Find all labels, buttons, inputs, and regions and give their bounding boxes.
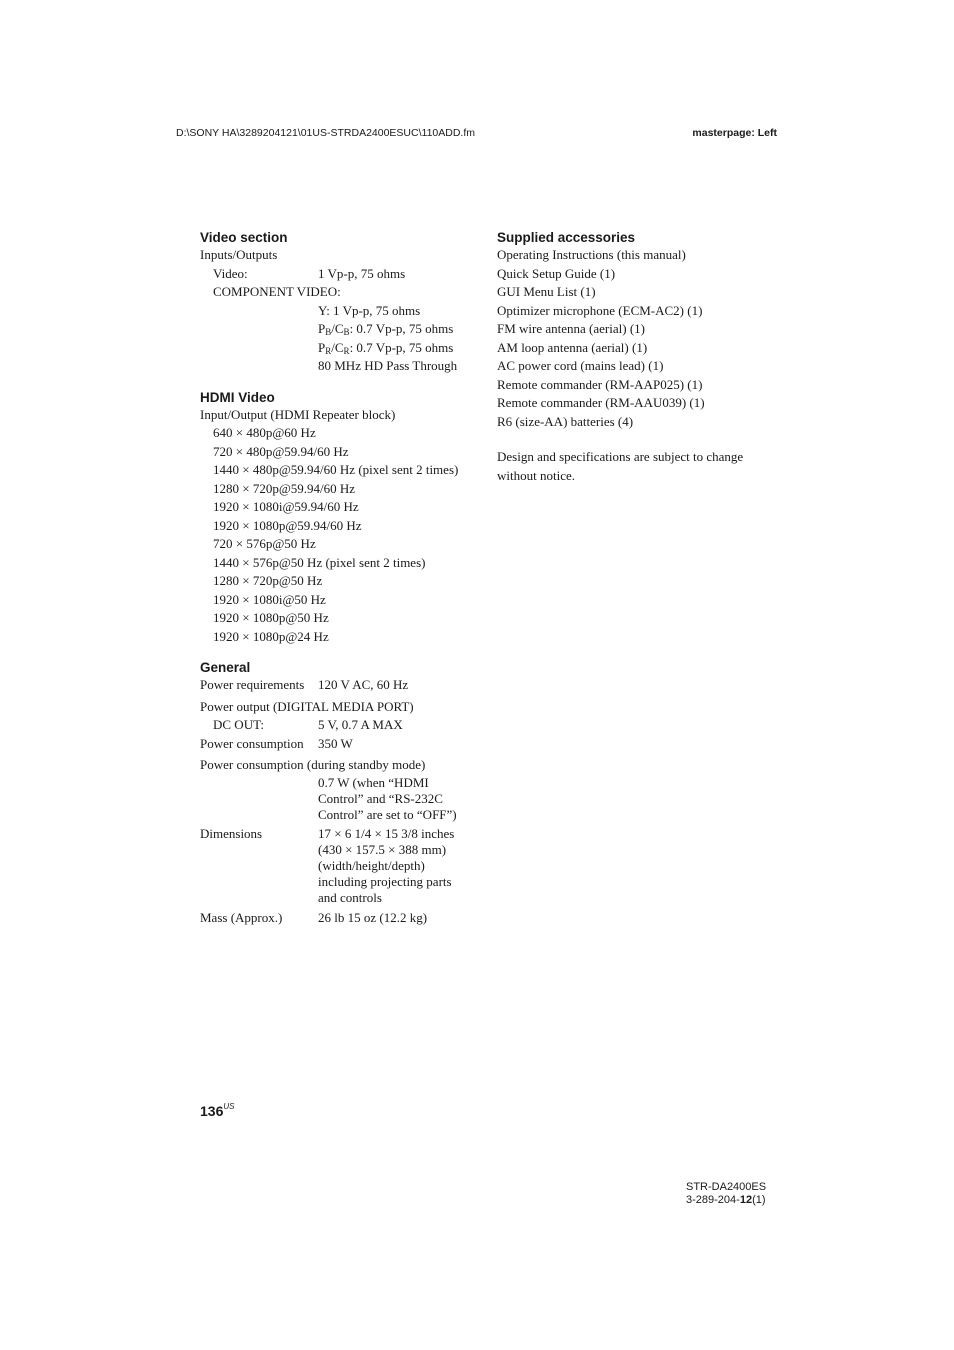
dimensions-row [200, 826, 480, 906]
component-video-label: COMPONENT VIDEO: [213, 284, 341, 299]
standby-value [200, 775, 480, 823]
mass-row [200, 909, 480, 928]
hdmi-format: 1920 × 1080p@50 Hz [213, 610, 329, 625]
model-name: STR-DA2400ES [686, 1181, 767, 1193]
dimensions-line: including projecting parts [318, 873, 452, 889]
pr-rest: : 0.7 Vp-p, 75 ohms [349, 339, 454, 355]
dimensions-line: and controls [318, 889, 382, 905]
masterpage-label: masterpage: Left [692, 127, 777, 139]
page-number [200, 1102, 234, 1119]
dimensions-line: 17 × 6 1/4 × 15 3/8 inches [318, 825, 455, 841]
hdmi-format: 720 × 480p@59.94/60 Hz [213, 443, 349, 459]
video-spec-row [200, 265, 480, 284]
pr-cr-value [200, 339, 480, 358]
dimensions-line: (430 × 157.5 × 388 mm) [318, 841, 447, 857]
mass-value: 26 lb 15 oz (12.2 kg) [318, 909, 428, 925]
hdmi-format-list [200, 424, 480, 646]
hd-pass-through: 80 MHz HD Pass Through [318, 358, 458, 373]
hdmi-format: 1440 × 480p@59.94/60 Hz (pixel sent 2 times) [213, 462, 459, 477]
part-code [686, 1194, 766, 1207]
mass-label: Mass (Approx.) [200, 909, 283, 925]
cb-sub: B [343, 327, 350, 337]
power-cons-label: Power consumption [200, 735, 304, 751]
accessory-item: R6 (size-AA) batteries (4) [497, 413, 634, 429]
pb-sub: B [325, 327, 332, 337]
part-code-revision: 12 [739, 1194, 753, 1206]
power-req-value: 120 V AC, 60 Hz [318, 677, 409, 692]
hdmi-subtitle: Input/Output (HDMI Repeater block) [200, 406, 396, 422]
accessory-item: Remote commander (RM-AAU039) (1) [497, 395, 705, 410]
part-code-prefix: 3-289-204- [686, 1194, 740, 1206]
pb-cb-value [200, 320, 480, 339]
accessory-item: Operating Instructions (this manual) [497, 247, 686, 262]
specification-note: Design and specifications are subject to change without notice. [497, 449, 744, 483]
hdmi-format: 1920 × 1080i@50 Hz [213, 591, 326, 607]
power-cons-value: 350 W [318, 735, 353, 751]
accessory-item: Quick Setup Guide (1) [497, 265, 616, 281]
inputs-outputs-label: Inputs/Outputs [200, 247, 278, 262]
cr-sub: R [343, 345, 350, 356]
dc-out-value: 5 V, 0.7 A MAX [318, 717, 403, 732]
pb-rest: : 0.7 Vp-p, 75 ohms [349, 321, 454, 336]
accessory-item: GUI Menu List (1) [497, 284, 596, 299]
hdmi-format: 1920 × 1080p@24 Hz [213, 628, 329, 644]
page-number-value: 136 [200, 1103, 224, 1119]
accessories-heading: Supplied accessories [497, 230, 636, 245]
power-consumption-row [200, 735, 480, 754]
dimensions-value [318, 826, 454, 906]
accessory-item: AC power cord (mains lead) (1) [497, 358, 664, 373]
hdmi-format: 720 × 576p@50 Hz [213, 536, 316, 551]
power-requirements-row [200, 676, 480, 695]
part-code-suffix: (1) [752, 1194, 766, 1206]
hdmi-format: 1920 × 1080p@59.94/60 Hz [213, 517, 362, 533]
hdmi-format: 1440 × 576p@50 Hz (pixel sent 2 times) [213, 554, 426, 570]
pr-sub: R [325, 345, 332, 356]
dc-out-label: DC OUT: [213, 717, 264, 732]
right-column [497, 229, 757, 485]
video-label: Video: [213, 265, 248, 281]
y-value: Y: 1 Vp-p, 75 ohms [318, 302, 421, 318]
dimensions-label: Dimensions [200, 825, 263, 841]
general-heading: General [200, 660, 251, 675]
hdmi-video-heading: HDMI Video [200, 389, 275, 405]
pr-p: P [318, 339, 326, 355]
standby-line: Control” and “RS-232C [318, 790, 443, 806]
left-column [200, 229, 480, 927]
standby-line: Control” are set to “OFF”) [318, 806, 457, 822]
standby-line: 0.7 W (when “HDMI [318, 774, 429, 790]
power-output-label: Power output (DIGITAL MEDIA PORT) [200, 698, 414, 714]
dimensions-line: (width/height/depth) [318, 857, 425, 873]
pb-c: /C [331, 321, 344, 336]
standby-label: Power consumption (during standby mode) [200, 757, 426, 772]
model-info [686, 1181, 766, 1207]
accessory-item: AM loop antenna (aerial) (1) [497, 339, 648, 355]
pr-c: /C [331, 339, 344, 355]
page-region-suffix: US [223, 1102, 235, 1111]
hdmi-format: 1280 × 720p@59.94/60 Hz [213, 480, 356, 496]
video-section-heading: Video section [200, 230, 288, 245]
hdmi-format: 640 × 480p@60 Hz [213, 425, 316, 440]
pb-p: P [318, 321, 326, 336]
dc-out-row [200, 716, 480, 735]
hdmi-format: 1280 × 720p@50 Hz [213, 573, 323, 588]
hdmi-format: 1920 × 1080i@59.94/60 Hz [213, 499, 359, 514]
accessory-item: FM wire antenna (aerial) (1) [497, 321, 645, 336]
accessory-item: Remote commander (RM-AAP025) (1) [497, 376, 703, 392]
accessory-item: Optimizer microphone (ECM-AC2) (1) [497, 302, 703, 318]
accessories-list [497, 246, 757, 431]
power-req-label: Power requirements [200, 677, 305, 692]
file-path-header: D:\SONY HA\3289204121\01US-STRDA2400ESUC\110ADD.fm [176, 127, 476, 139]
video-value: 1 Vp-p, 75 ohms [318, 265, 406, 281]
